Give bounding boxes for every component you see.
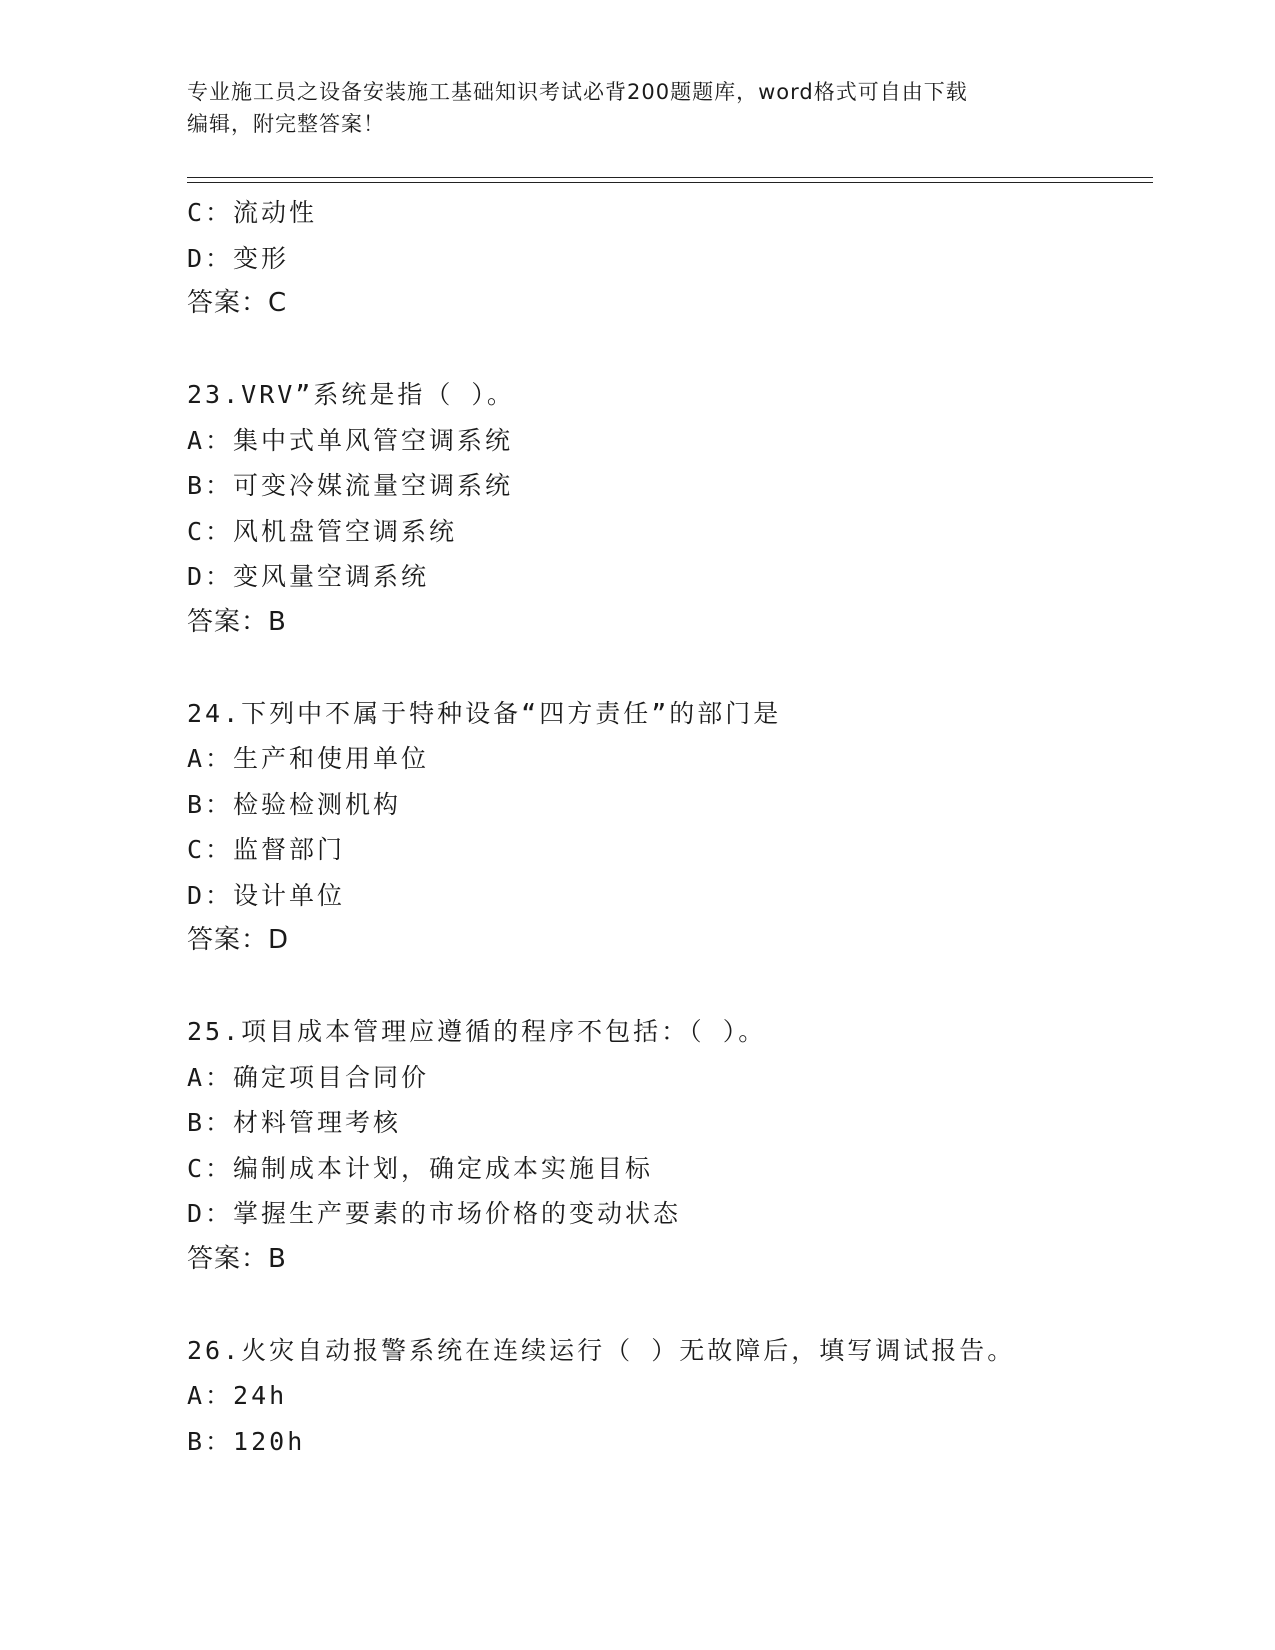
question-23 (187, 372, 1147, 645)
question-25 (187, 1009, 1147, 1282)
question-stem: 26.火灾自动报警系统在连续运行（ ）无故障后，填写调试报告。 (187, 1335, 1016, 1365)
answer: 答案：C (187, 288, 288, 318)
prev-question (187, 190, 1147, 327)
question-stem: 23.VRV”系统是指（ ）。 (187, 380, 515, 409)
option-d: D：变风量空调系统 (187, 562, 430, 591)
spacer (187, 327, 1147, 373)
option-c: C：流动性 (187, 198, 318, 227)
option-a: A：集中式单风管空调系统 (187, 425, 514, 455)
spacer (187, 1282, 1147, 1328)
question-24 (187, 691, 1147, 964)
option-a: A：生产和使用单位 (187, 744, 430, 773)
option-d: D：掌握生产要素的市场价格的变动状态 (187, 1199, 682, 1228)
option-a: A：24h (187, 1381, 288, 1410)
option-d: D：设计单位 (187, 880, 346, 910)
spacer (187, 645, 1147, 691)
option-b: B：材料管理考核 (187, 1108, 402, 1137)
option-b: B：检验检测机构 (187, 789, 402, 819)
document-header (187, 76, 1067, 140)
option-b: B：可变冷媒流量空调系统 (187, 471, 514, 500)
answer: 答案：B (187, 1243, 287, 1274)
header-divider-top (187, 177, 1153, 178)
option-b: B：120h (187, 1426, 306, 1456)
question-list (187, 190, 1147, 1464)
header-divider-bottom (187, 182, 1153, 183)
question-26 (187, 1328, 1147, 1465)
option-c: C：编制成本计划，确定成本实施目标 (187, 1153, 654, 1183)
option-a: A：确定项目合同价 (187, 1062, 430, 1092)
option-c: C：监督部门 (187, 835, 346, 864)
header-line-1: 专业施工员之设备安装施工基础知识考试必背200题题库，word格式可自由下载 (187, 80, 968, 104)
question-stem: 24.下列中不属于特种设备“四方责任”的部门是 (187, 698, 782, 728)
answer: 答案：B (187, 606, 287, 637)
spacer (187, 964, 1147, 1010)
option-d: D：变形 (187, 243, 290, 273)
option-c: C：风机盘管空调系统 (187, 516, 458, 546)
answer: 答案：D (187, 925, 290, 955)
question-stem: 25.项目成本管理应遵循的程序不包括：（ ）。 (187, 1017, 767, 1046)
header-line-2: 编辑，附完整答案！ (187, 112, 385, 136)
